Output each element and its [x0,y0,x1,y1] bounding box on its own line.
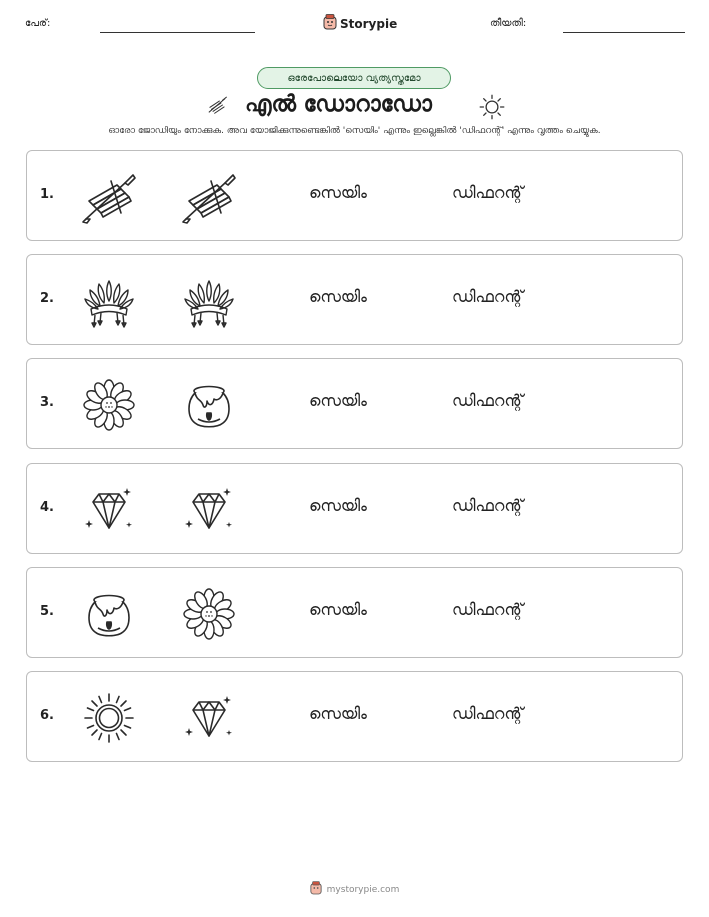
worksheet-header [0,14,709,40]
same-option[interactable]: സെയിം [309,496,367,515]
same-option[interactable]: സെയിം [309,600,367,619]
different-option[interactable]: ഡിഫറന്റ് [452,391,524,410]
different-option[interactable]: ഡിഫറന്റ് [452,600,524,619]
title-row [0,92,709,122]
different-option[interactable]: ഡിഫറന്റ് [452,496,524,515]
question-number: 4. [40,500,54,515]
footer [0,880,709,899]
raft-icon [181,169,237,225]
question-card [26,671,683,762]
footer-url: mystorypie.com [326,884,400,895]
different-option[interactable]: ഡിഫറന്റ് [452,287,524,306]
headdress-icon [181,273,237,329]
date-write-line[interactable] [563,32,685,33]
question-number: 6. [40,708,54,723]
raft-icon [81,169,137,225]
instructions-text: ഓരോ ജോഡിയും നോക്കുക. അവ യോജിക്കുന്നുണ്ടെങ്കിൽ 'സെയിം' എന്നും ഇല്ലെങ്കിൽ 'ഡിഫറന്റ്' എന്നും വൃത്തം ചെയ്യുക. [108,126,601,136]
same-option[interactable]: സെയിം [309,183,367,202]
flower-icon [181,586,237,642]
headdress-icon [81,273,137,329]
question-number: 3. [40,395,54,410]
question-card [26,463,683,554]
name-write-line[interactable] [100,32,255,33]
name-label: പേര്: [25,18,51,29]
activity-type-badge [257,67,451,89]
question-card [26,567,683,658]
question-card [26,150,683,241]
question-card [26,254,683,345]
diamond-icon [81,482,137,538]
activity-type-label: ഒരേപോലെയോ വ്യത്യസ്തമോ [287,72,421,84]
same-option[interactable]: സെയിം [309,391,367,410]
flower-icon [81,377,137,433]
date-label: തീയതി: [490,18,527,29]
sun-icon [477,92,507,126]
honey-pot-icon [181,377,237,433]
brand-logo [323,14,397,34]
same-option[interactable]: സെയിം [309,704,367,723]
brand-name: Storypie [340,17,398,31]
raft-icon [200,94,234,120]
page-title: എൽ ഡോറാഡോ [245,92,432,117]
same-option[interactable]: സെയിം [309,287,367,306]
different-option[interactable]: ഡിഫറന്റ് [452,183,524,202]
diamond-icon [181,482,237,538]
diamond-icon [181,690,237,746]
storypie-mascot-icon [323,14,337,34]
question-card [26,358,683,449]
question-number: 1. [40,187,54,202]
different-option[interactable]: ഡിഫറന്റ് [452,704,524,723]
question-number: 5. [40,604,54,619]
sun-icon [81,690,137,746]
storypie-mascot-icon [310,880,322,899]
question-number: 2. [40,291,54,306]
honey-pot-icon [81,586,137,642]
